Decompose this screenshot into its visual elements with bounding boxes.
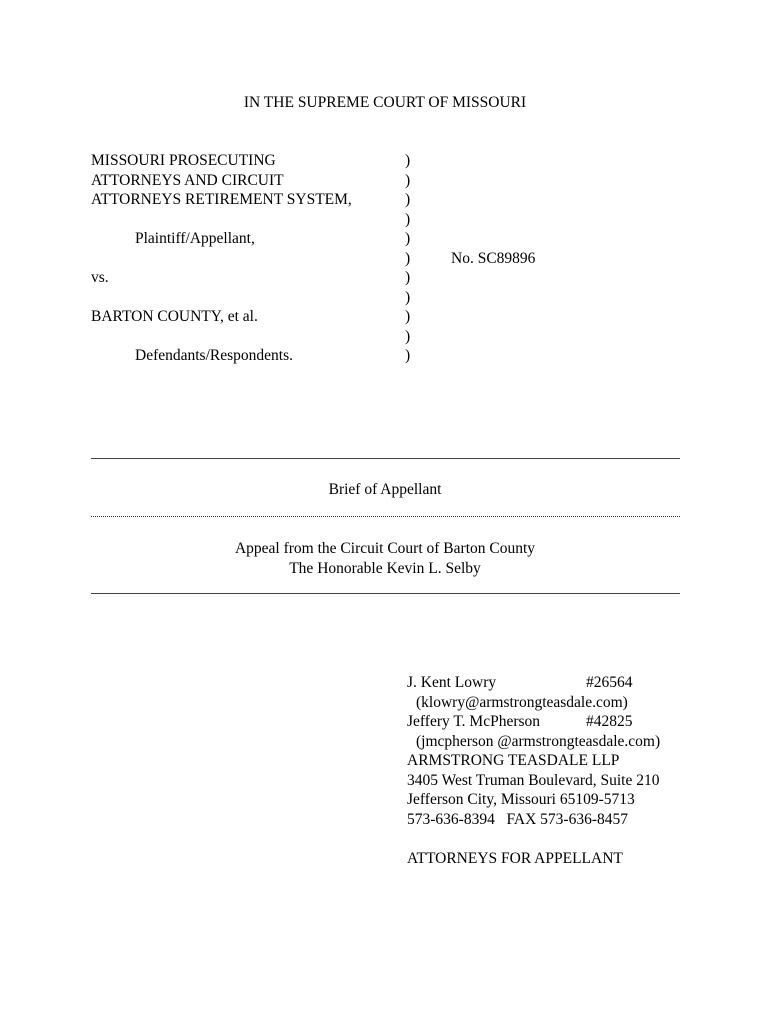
counsel-signature-block (407, 673, 660, 868)
caption-paren: ) (405, 171, 411, 189)
counsel-role: ATTORNEYS FOR APPELLANT (407, 849, 623, 867)
caption-paren: ) (405, 230, 411, 247)
case-number: No. SC89896 (451, 250, 536, 267)
attorney-1-name: J. Kent Lowry (407, 674, 497, 691)
law-firm-name: ARMSTRONG TEASDALE LLP (407, 752, 620, 769)
caption-paren: ) (405, 269, 411, 286)
appeal-judge-line: The Honorable Kevin L. Selby (289, 559, 481, 577)
caption-paren: ) (405, 347, 411, 364)
caption-parenthesis-column (405, 151, 410, 366)
caption-paren: ) (405, 327, 411, 345)
brief-title: Brief of Appellant (328, 481, 442, 498)
attorney-2-row (407, 712, 660, 732)
firm-address-line-1: 3405 West Truman Boulevard, Suite 210 (407, 771, 660, 789)
caption-blank-line (91, 210, 352, 230)
counsel-blank-line (407, 829, 660, 849)
case-caption-parties (91, 151, 352, 366)
attorney-1-email: (klowry@armstrongteasdale.com) (416, 693, 628, 711)
versus-label: vs. (91, 269, 109, 286)
plaintiff-role: Plaintiff/Appellant, (135, 230, 255, 247)
divider-line (91, 516, 680, 517)
firm-address-line-2: Jefferson City, Missouri 65109-5713 (407, 791, 635, 808)
divider-line (91, 458, 680, 459)
caption-paren: ) (405, 152, 411, 169)
attorney-2-email: (jmcpherson @armstrongteasdale.com) (416, 732, 661, 750)
defendant-role: Defendants/Respondents. (135, 347, 293, 364)
divider-line (91, 593, 680, 594)
defendant-name: BARTON COUNTY, et al. (91, 308, 258, 325)
attorney-1-row (407, 673, 660, 693)
caption-blank-line (91, 249, 352, 269)
court-title: IN THE SUPREME COURT OF MISSOURI (243, 94, 527, 111)
appeal-court-line: Appeal from the Circuit Court of Barton County (234, 540, 536, 557)
caption-paren: ) (405, 308, 411, 325)
attorney-1-bar-number: #26564 (586, 674, 633, 691)
attorney-2-name: Jeffery T. McPherson (407, 713, 541, 730)
plaintiff-name-line-1: MISSOURI PROSECUTING (91, 152, 276, 169)
plaintiff-name-line-3: ATTORNEYS RETIREMENT SYSTEM, (91, 191, 352, 208)
caption-paren: ) (405, 288, 411, 306)
firm-phone-fax: 573-636-8394 FAX 573-636-8457 (407, 810, 629, 828)
plaintiff-name-line-2: ATTORNEYS AND CIRCUIT (91, 171, 284, 189)
attorney-2-bar-number: #42825 (586, 713, 633, 730)
caption-paren: ) (405, 191, 411, 208)
caption-paren: ) (405, 210, 411, 228)
appeal-statement (0, 539, 770, 578)
caption-blank-line (91, 327, 352, 347)
caption-blank-line (91, 288, 352, 308)
caption-paren: ) (405, 249, 411, 267)
